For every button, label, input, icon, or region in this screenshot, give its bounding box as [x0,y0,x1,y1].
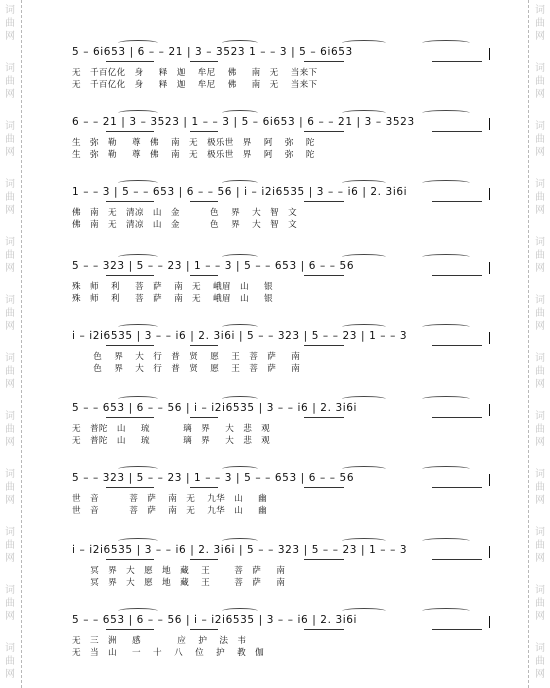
lyric-line-1: 殊 师 利 菩 萨 南 无 峨眉 山 银 [72,282,273,292]
score-system [72,472,484,532]
watermark-text: 词 曲 网 [5,121,15,158]
notation-line: 5 – – 323 | 5 – – 23 | 1 – – 3 | 5 – – 653 | 6 – – 56 [72,472,355,484]
notation-line: 5 – – 323 | 5 – – 23 | 1 – – 3 | 5 – – 653 | 6 – – 56 [72,260,355,272]
slur-mark [222,110,258,116]
slur-mark [222,40,258,46]
slur-mark [222,608,258,614]
notation-line: i̇ – i̇2i̇6535 | 3 – – i̇6 | 2. 3i̇6i̇ | 5 – – 323 | 5 – – 23 | 1 – – 3 [72,330,408,342]
slur-mark [422,180,470,186]
lyric-line-2: 世 音 菩 萨 南 无 九华 山 幽 [72,506,268,516]
watermark-text: 词 曲 网 [535,527,545,564]
underline-beam [190,201,218,202]
watermark-text: 词 曲 网 [5,353,15,390]
watermark-text: 词 曲 网 [5,63,15,100]
underline-beam [106,201,154,202]
slur-mark [342,466,386,472]
slur-mark [422,396,470,402]
watermark-text: 词 曲 网 [535,469,545,506]
underline-beam [190,131,218,132]
slur-mark [118,110,158,116]
underline-beam [432,131,482,132]
slur-mark [342,180,386,186]
watermark-text: 词 曲 网 [5,237,15,274]
watermark-text: 词 曲 网 [5,295,15,332]
slur-mark [118,396,158,402]
lyric-line-2: 色 界 大 行 普 贤 愿 王 菩 萨 南 [72,364,301,374]
underline-beam [432,417,482,418]
underline-beam [432,559,482,560]
slur-mark [118,608,158,614]
notation-line: 5 – – 653 | 6 – – 56 | i̇ – i̇2i̇6535 | 3 – – i̇6 | 2. 3i̇6i̇ [72,402,358,414]
watermark-text: 词 曲 网 [5,585,15,622]
underline-beam [304,201,344,202]
lyric-line-2: 无 千百亿化 身 释 迦 牟尼 佛 南 无 当来下 [72,80,318,90]
underline-beam [432,275,482,276]
underline-beam [106,417,154,418]
underline-beam [190,345,218,346]
slur-mark [118,324,158,330]
underline-beam [190,629,218,630]
underline-beam [106,131,154,132]
lyric-line-2: 殊 师 利 菩 萨 南 无 峨眉 山 银 [72,294,273,304]
slur-mark [422,466,470,472]
watermark-text: 词 曲 网 [5,469,15,506]
underline-beam [190,559,218,560]
slur-mark [422,110,470,116]
watermark-text: 词 曲 网 [5,527,15,564]
underline-beam [304,275,344,276]
slur-mark [118,466,158,472]
watermark-text: 词 曲 网 [535,643,545,680]
bar-line [489,188,490,200]
notation-line: 5 – 6i̇653 | 6 – – 21 | 3 – 3523 1 – – 3 | 5 – 6i̇653 [72,46,353,58]
lyric-line-1: 无 千百亿化 身 释 迦 牟尼 佛 南 无 当来下 [72,68,318,78]
underline-beam [190,487,218,488]
slur-mark [342,324,386,330]
notation-line: i̇ – i̇2i̇6535 | 3 – – i̇6 | 2. 3i̇6i̇ | 5 – – 323 | 5 – – 23 | 1 – – 3 [72,544,408,556]
watermark-text: 词 曲 网 [5,179,15,216]
underline-beam [106,61,154,62]
score-system [72,544,484,604]
underline-beam [106,559,154,560]
lyric-line-1: 生 弥 勒 尊 佛 南 无 极乐世 界 阿 弥 陀 [72,138,315,148]
slur-mark [422,538,470,544]
underline-beam [304,61,344,62]
lyric-line-2: 冥 界 大 愿 地 藏 王 菩 萨 南 [72,578,286,588]
underline-beam [190,275,218,276]
slur-mark [342,608,386,614]
underline-beam [190,417,218,418]
right-cut-line [528,0,529,688]
slur-mark [422,254,470,260]
left-margin [0,0,22,688]
bar-line [489,332,490,344]
bar-line [489,404,490,416]
bar-line [489,616,490,628]
lyric-line-1: 色 界 大 行 普 贤 愿 王 菩 萨 南 [72,352,301,362]
slur-mark [118,538,158,544]
score-system [72,46,484,106]
underline-beam [304,131,344,132]
score-system [72,330,484,390]
lyric-line-1: 冥 界 大 愿 地 藏 王 菩 萨 南 [72,566,286,576]
slur-mark [222,466,258,472]
watermark-text: 词 曲 网 [535,237,545,274]
watermark-text: 词 曲 网 [5,411,15,448]
underline-beam [304,487,344,488]
underline-beam [432,201,482,202]
slur-mark [118,254,158,260]
underline-beam [432,629,482,630]
slur-mark [118,180,158,186]
watermark-text: 词 曲 网 [5,643,15,680]
bar-line [489,118,490,130]
watermark-text: 词 曲 网 [535,179,545,216]
watermark-text: 词 曲 网 [535,353,545,390]
underline-beam [304,417,344,418]
underline-beam [190,61,218,62]
score-system [72,402,484,462]
notation-line: 6 – – 21 | 3 – 3523 | 1 – – 3 | 5 – 6i̇653 | 6 – – 21 | 3 – 3523 [72,116,415,128]
watermark-text: 词 曲 网 [535,5,545,42]
score-system [72,614,484,674]
slur-mark [222,324,258,330]
underline-beam [304,559,344,560]
underline-beam [106,487,154,488]
slur-mark [342,396,386,402]
underline-beam [106,275,154,276]
lyric-line-2: 无 普陀 山 琉 璃 界 大 悲 观 [72,436,271,446]
lyric-line-1: 佛 南 无 清凉 山 金 色 界 大 智 文 [72,208,297,218]
watermark-text: 词 曲 网 [535,121,545,158]
slur-mark [342,40,386,46]
underline-beam [304,629,344,630]
slur-mark [422,608,470,614]
watermark-text: 词 曲 网 [535,411,545,448]
slur-mark [342,110,386,116]
slur-mark [118,40,158,46]
lyric-line-1: 无 普陀 山 琉 璃 界 大 悲 观 [72,424,271,434]
underline-beam [432,345,482,346]
bar-line [489,262,490,274]
underline-beam [432,487,482,488]
watermark-text: 词 曲 网 [535,585,545,622]
slur-mark [422,324,470,330]
watermark-text: 词 曲 网 [535,63,545,100]
score-system [72,186,484,246]
watermark-text: 词 曲 网 [535,295,545,332]
underline-beam [304,345,344,346]
slur-mark [222,180,258,186]
notation-line: 1 – – 3 | 5 – – 653 | 6 – – 56 | i̇ – i̇2i̇6535 | 3 – – i̇6 | 2. 3i̇6i̇ [72,186,408,198]
slur-mark [422,40,470,46]
slur-mark [222,396,258,402]
left-cut-line [21,0,22,688]
score-system [72,260,484,320]
lyric-line-2: 佛 南 无 清凉 山 金 色 界 大 智 文 [72,220,297,230]
underline-beam [432,61,482,62]
underline-beam [106,345,154,346]
notation-line: 5 – – 653 | 6 – – 56 | i̇ – i̇2i̇6535 | 3 – – i̇6 | 2. 3i̇6i̇ [72,614,358,626]
underline-beam [106,629,154,630]
bar-line [489,48,490,60]
slur-mark [222,538,258,544]
right-margin [528,0,550,688]
slur-mark [342,254,386,260]
slur-mark [342,538,386,544]
score-system [72,116,484,176]
lyric-line-1: 无 三 洲 感 应 护 法 韦 [72,636,247,646]
watermark-text: 词 曲 网 [5,5,15,42]
bar-line [489,474,490,486]
lyric-line-2: 生 弥 勒 尊 佛 南 无 极乐世 界 阿 弥 陀 [72,150,315,160]
slur-mark [222,254,258,260]
lyric-line-2: 无 当 山 一 十 八 位 护 教 伽 [72,648,265,658]
lyric-line-1: 世 音 菩 萨 南 无 九华 山 幽 [72,494,268,504]
bar-line [489,546,490,558]
